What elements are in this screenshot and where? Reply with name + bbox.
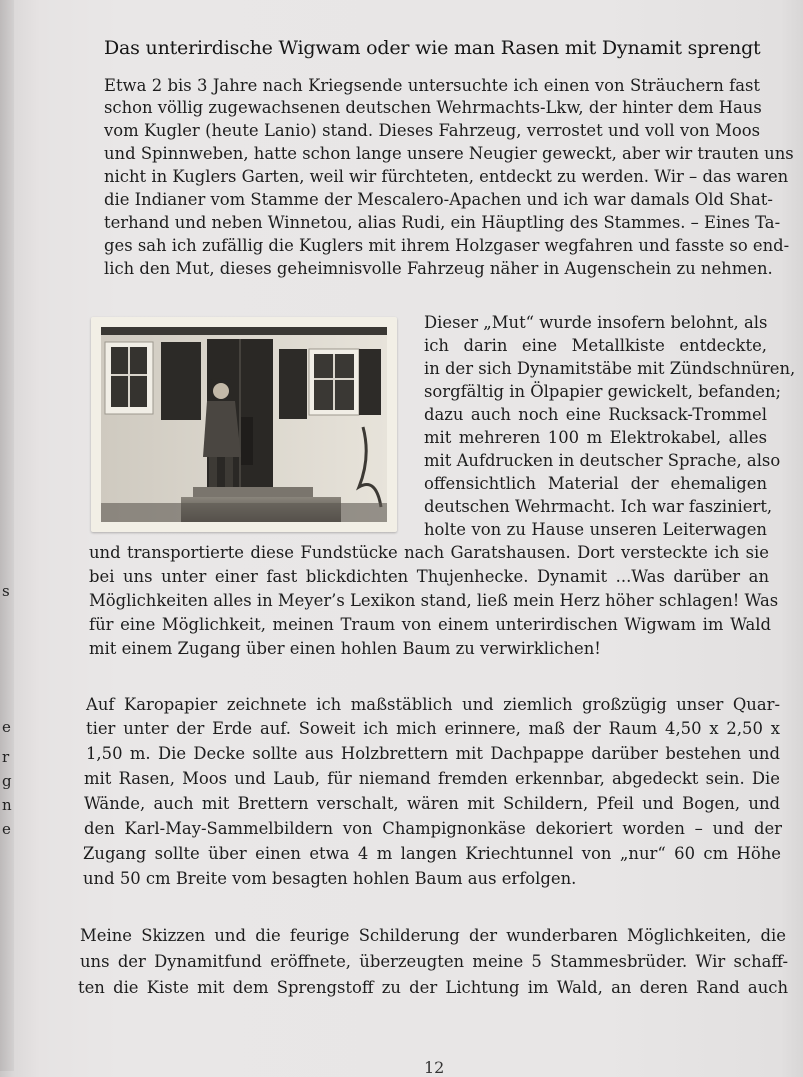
text-line: ich darin eine Metallkiste entdeckte, xyxy=(424,336,767,355)
facing-page-char: r xyxy=(2,748,10,766)
text-line: lich den Mut, dieses geheimnisvolle Fahrzeug näher in Augenschein zu nehmen. xyxy=(104,259,773,278)
text-line: offensichtlich Material der ehemaligen xyxy=(424,474,767,493)
text-line: mit einem Zugang über einen hohlen Baum zu verwirklichen! xyxy=(89,639,601,658)
text-line: und transportierte diese Fundstücke nach Garatshausen. Dort versteckte ich sie xyxy=(89,543,769,562)
text-line: in der sich Dynamitstäbe mit Zündschnüren, xyxy=(424,359,796,378)
text-line: Wände, auch mit Brettern verschalt, wären mit Schildern, Pfeil und Bogen, und xyxy=(84,794,780,813)
facing-page-char: n xyxy=(2,796,12,814)
text-line: mit Aufdrucken in deutscher Sprache, also xyxy=(424,451,781,470)
text-line: Auf Karopapier zeichnete ich maßstäblich und ziemlich großzügig unser Quar- xyxy=(86,695,780,714)
page-number: 12 xyxy=(424,1058,445,1077)
text-line: und Spinnweben, hatte schon lange unsere Neugier geweckt, aber wir trauten uns xyxy=(104,144,794,163)
text-line: Etwa 2 bis 3 Jahre nach Kriegsende untersuchte ich einen von Sträuchern fast xyxy=(104,76,760,95)
facing-page-char: e xyxy=(2,718,11,736)
text-line: bei uns unter einer fast blickdichten Thujenhecke. Dynamit ...Was darüber an xyxy=(89,567,769,586)
text-line: schon völlig zugewachsenen deutschen Wehrmachts-Lkw, der hinter dem Haus xyxy=(104,98,762,117)
facing-page-char: g xyxy=(2,772,12,790)
chapter-title: Das unterirdische Wigwam oder wie man Rasen mit Dynamit sprengt xyxy=(104,37,761,59)
text-line: uns der Dynamitfund eröffnete, überzeugten meine 5 Stammesbrüder. Wir schaff- xyxy=(80,952,788,971)
text-line: nicht in Kuglers Garten, weil wir fürchteten, entdeckt zu werden. Wir – das waren xyxy=(104,167,789,186)
text-line: für eine Möglichkeit, meinen Traum von einem unterirdischen Wigwam im Wald xyxy=(89,615,771,634)
text-line: Möglichkeiten alles in Meyer’s Lexikon stand, ließ mein Herz höher schlagen! Was xyxy=(89,591,779,610)
text-line: dazu auch noch eine Rucksack-Trommel xyxy=(424,405,767,424)
text-line: deutschen Wehrmacht. Ich war fasziniert, xyxy=(424,497,773,516)
photo-house-boy xyxy=(101,327,387,522)
text-line: ges sah ich zufällig die Kuglers mit ihrem Holzgaser wegfahren und fasste so end- xyxy=(104,236,790,255)
text-line: Zugang sollte über einen etwa 4 m langen Kriechtunnel von „nur“ 60 cm Höhe xyxy=(83,844,781,863)
text-line: holte von zu Hause unseren Leiterwagen xyxy=(424,520,767,539)
text-line: ten die Kiste mit dem Sprengstoff zu der Lichtung im Wald, an deren Rand auch xyxy=(78,978,788,997)
text-line: Dieser „Mut“ wurde insofern belohnt, als xyxy=(424,313,768,332)
text-line: die Indianer vom Stamme der Mescalero-Apachen und ich war damals Old Shat- xyxy=(104,190,773,209)
text-line: 1,50 m. Die Decke sollte aus Holzbrettern mit Dachpappe darüber bestehen und xyxy=(86,744,780,763)
text-line: den Karl-May-Sammelbildern von Champignonkäse dekoriert worden – und der xyxy=(84,819,782,838)
text-line: sorgfältig in Ölpapier gewickelt, befanden; xyxy=(424,382,782,401)
text-line: mit mehreren 100 m Elektrokabel, alles xyxy=(424,428,767,447)
text-line: tier unter der Erde auf. Soweit ich mich erinnere, maß der Raum 4,50 x 2,50 x xyxy=(86,719,780,738)
facing-page-char: e xyxy=(2,820,11,838)
historic-photo xyxy=(91,317,397,532)
facing-page-char: s xyxy=(2,582,10,600)
text-line: vom Kugler (heute Lanio) stand. Dieses Fahrzeug, verrostet und voll von Moos xyxy=(104,121,760,140)
text-line: mit Rasen, Moos und Laub, für niemand fremden erkennbar, abgedeckt sein. Die xyxy=(84,769,780,788)
text-line: und 50 cm Breite vom besagten hohlen Baum aus erfolgen. xyxy=(83,869,577,888)
text-line: terhand und neben Winnetou, alias Rudi, ein Häuptling des Stammes. – Eines Ta- xyxy=(104,213,781,232)
text-line: Meine Skizzen und die feurige Schilderung der wunderbaren Möglichkeiten, die xyxy=(80,926,786,945)
